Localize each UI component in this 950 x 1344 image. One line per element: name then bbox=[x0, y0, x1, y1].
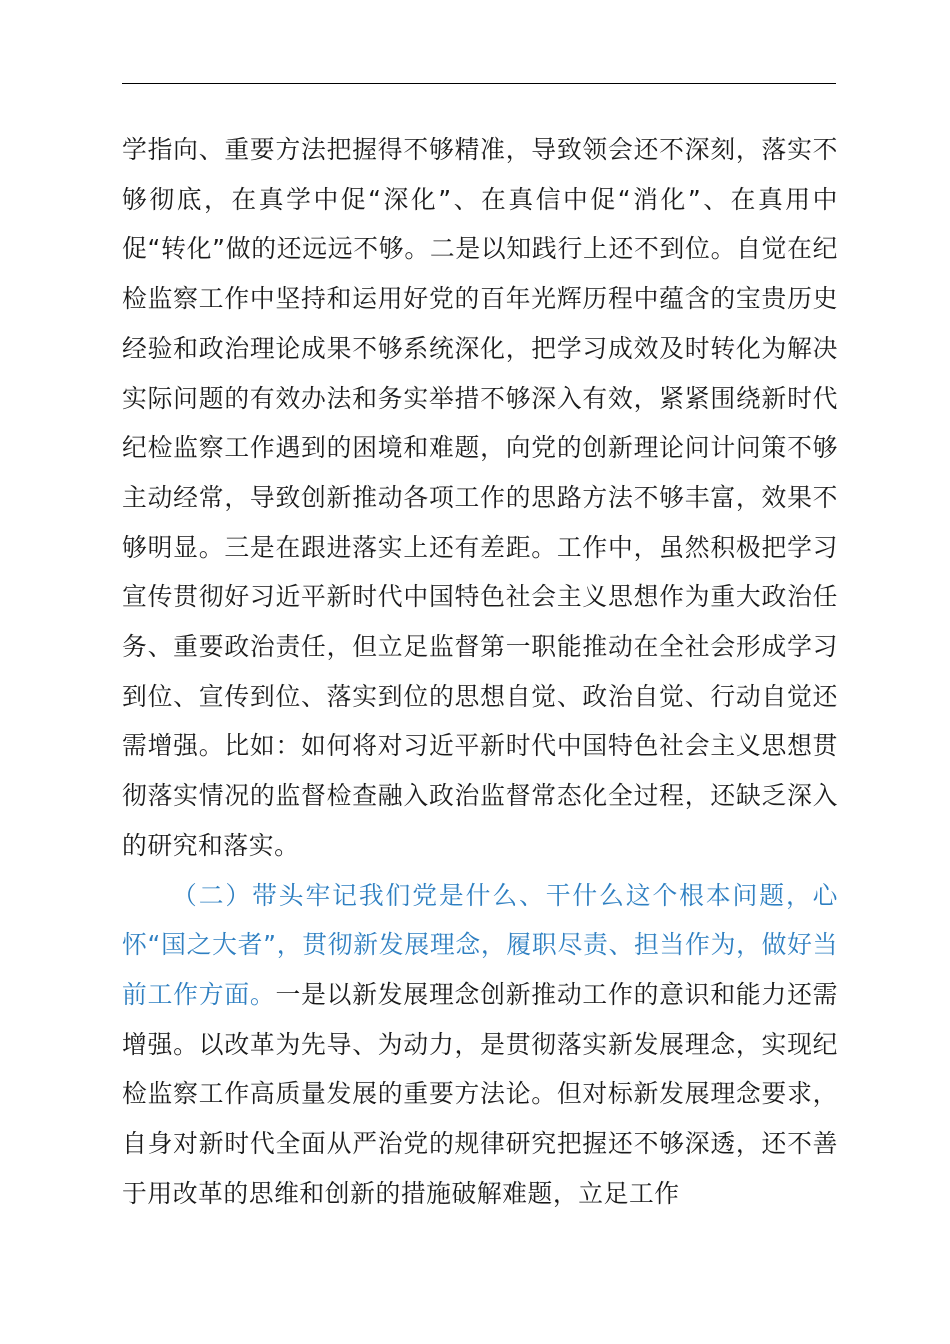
section-2-body: 一是以新发展理念创新推动工作的意识和能力还需增强。以改革为先导、为动力，是贯彻落实新发展理念，实现纪检监察工作高质量发展的重要方法论。但对标新发展理念要求，自身对新时代全面从严治党的规律研究把握还不够深透，还不善于用改革的思维和创新的措施破解难题，立足工作 bbox=[122, 979, 838, 1208]
document-body bbox=[122, 125, 838, 1218]
paragraph-2 bbox=[122, 871, 838, 1219]
header-rule bbox=[122, 83, 836, 84]
paragraph-1: 学指向、重要方法把握得不够精准，导致领会还不深刻，落实不够彻底，在真学中促“深化”、在真信中促“消化”、在真用中促“转化”做的还远远不够。二是以知践行上还不到位。自觉在纪检监察工作中坚持和运用好党的百年光辉历程中蕴含的宝贵历史经验和政治理论成果不够系统深化，把学习成效及时转化为解决实际问题的有效办法和务实举措不够深入有效，紧紧围绕新时代纪检监察工作遇到的困境和难题，向党的创新理论问计问策不够主动经常，导致创新推动各项工作的思路方法不够丰富，效果不够明显。三是在跟进落实上还有差距。工作中，虽然积极把学习宣传贯彻好习近平新时代中国特色社会主义思想作为重大政治任务、重要政治责任，但立足监督第一职能推动在全社会形成学习到位、宣传到位、落实到位的思想自觉、政治自觉、行动自觉还需增强。比如：如何将对习近平新时代中国特色社会主义思想贯彻落实情况的监督检查融入政治监督常态化全过程，还缺乏深入的研究和落实。 bbox=[122, 135, 838, 860]
section-2-heading: （二）带头牢记我们党是什么、干什么这个根本问题，心怀“国之大者”，贯彻新发展理念，履职尽责、担当作为，做好当前工作方面。 bbox=[122, 880, 838, 1009]
